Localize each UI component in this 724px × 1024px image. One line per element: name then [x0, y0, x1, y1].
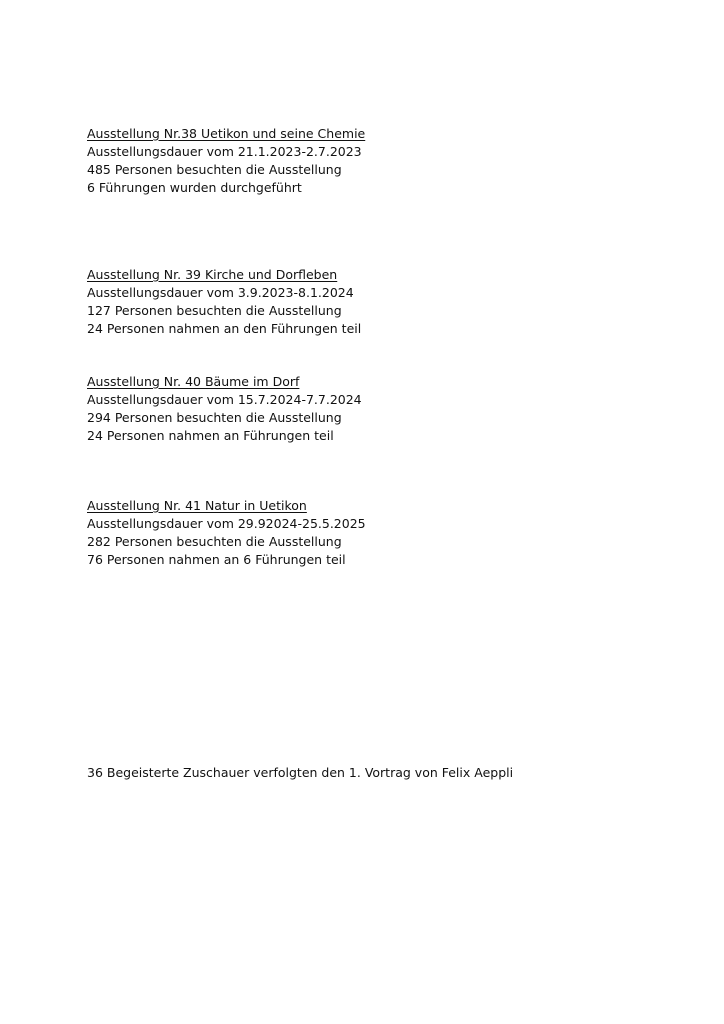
- exhibition-duration: Ausstellungsdauer vom 3.9.2023-8.1.2024: [87, 285, 354, 300]
- exhibition-38-section: [87, 125, 687, 197]
- exhibition-title: Ausstellung Nr. 40 Bäume im Dorf: [87, 374, 300, 389]
- exhibition-tours: 24 Personen nahmen an den Führungen teil: [87, 321, 362, 336]
- lecture-note: 36 Begeisterte Zuschauer verfolgten den 1. Vortrag von Felix Aeppli: [87, 765, 514, 780]
- exhibition-duration: Ausstellungsdauer vom 21.1.2023-2.7.2023: [87, 144, 362, 159]
- exhibition-40-section: [87, 373, 687, 445]
- exhibition-title: Ausstellung Nr. 41 Natur in Uetikon: [87, 498, 307, 513]
- lecture-section: [87, 764, 687, 782]
- exhibition-duration: Ausstellungsdauer vom 15.7.2024-7.7.2024: [87, 392, 362, 407]
- exhibition-title: Ausstellung Nr.38 Uetikon und seine Chemie: [87, 126, 366, 141]
- exhibition-tours: 6 Führungen wurden durchgeführt: [87, 180, 302, 195]
- exhibition-duration: Ausstellungsdauer vom 29.92024-25.5.2025: [87, 516, 366, 531]
- exhibition-visitors: 127 Personen besuchten die Ausstellung: [87, 303, 342, 318]
- exhibition-41-section: [87, 497, 687, 569]
- exhibition-visitors: 294 Personen besuchten die Ausstellung: [87, 410, 342, 425]
- exhibition-39-section: [87, 266, 687, 338]
- exhibition-visitors: 485 Personen besuchten die Ausstellung: [87, 162, 342, 177]
- exhibition-tours: 24 Personen nahmen an Führungen teil: [87, 428, 334, 443]
- exhibition-title: Ausstellung Nr. 39 Kirche und Dorfleben: [87, 267, 338, 282]
- exhibition-tours: 76 Personen nahmen an 6 Führungen teil: [87, 552, 346, 567]
- exhibition-visitors: 282 Personen besuchten die Ausstellung: [87, 534, 342, 549]
